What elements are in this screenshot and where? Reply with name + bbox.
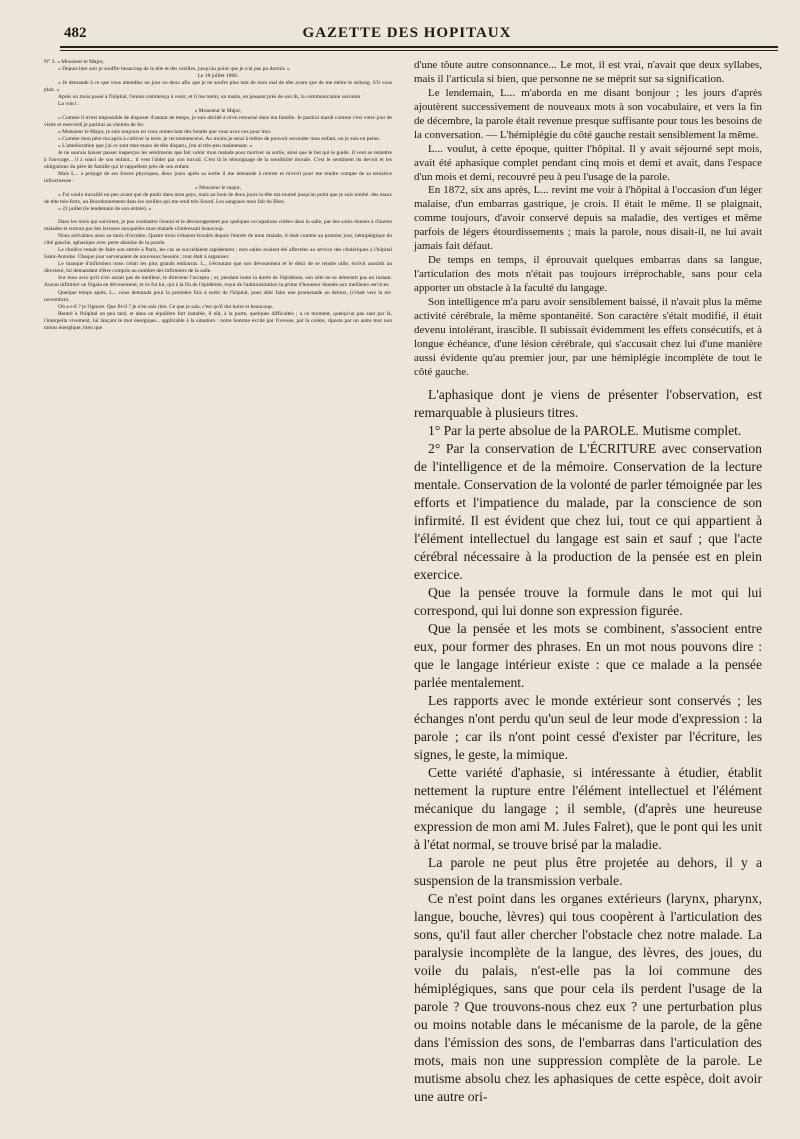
- paragraph: Rentré à l'hôpital un peu tard, et dans un équilibre fort instable, il eût, à la porte, quelques difficultés ; à ce moment, quelqu'un pas sant par là, l'interpella vivement, lui lançant le mot énergique... applicable à la situation : notre homme excité par l'ivresse, par la colère, riposta par un autre mot non moins énergique, bien que: [44, 310, 392, 331]
- paragraph: Les rapports avec le monde extérieur sont conservés ; les échanges n'ont perdu qu'un seul de leur mode d'expression : la parole ; car ils n'ont point cessé d'exister par l'écriture, les signes, le geste, la mimique.: [414, 692, 762, 762]
- paragraph: « Monsieur le Major, je suis toujours en vous remerciant des bontés que vous avez eus pour moi.: [58, 129, 272, 136]
- header-rule-thin: [60, 50, 778, 51]
- paragraph: Le 18 juillet 1866.: [197, 73, 239, 80]
- journal-title: GAZETTE DES HOPITAUX: [302, 25, 512, 41]
- paragraph: « Depuis hier soir je souffre beaucoup de la tête et des oreilles, jusqu'au point que je n'ai pas pu dormir. »: [58, 66, 290, 73]
- paragraph: La parole ne peut plus être projetée au dehors, il y a suspension de la transmission verbale.: [414, 854, 762, 888]
- page-number: 482: [64, 25, 87, 41]
- paragraph: « Monsieur le major,: [194, 185, 242, 192]
- text-columns: [36, 59, 778, 1106]
- paragraph: Cette variété d'aphasie, si intéressante à étudier, établit nettement la rupture entre l'élément intellectuel et l'élément mécanique du langage ; il semble, (d'après une heureuse expression de mon ami M. Jules Falret), que le pont qui les unit à l'état normal, se trouve brisé par la maladie.: [414, 764, 762, 852]
- paragraph: Le choléra venait de faire son entrée à Paris, les cas se succédaient rapidement ; mes salles avaient été affectées au service des cholériques à l'hôpital Saint-Antoine. Chaque jour survenaient de nouveaux besoins ; tout était à organiser.: [44, 247, 392, 261]
- paragraph: Où a-t-il ? je l'ignore. Que fit-il ? je n'en sais rien. Ce que je sais, c'est qu'il dut boire et beaucoup.: [58, 303, 274, 310]
- paragraph: La voici :: [58, 101, 80, 108]
- paragraph: L... voulut, à cette époque, quitter l'hôpital. Il y avait séjourné sept mois, avait été aphasique complet pendant cinq mois et demi et avait, dans l'espace d'un mois et demi, recouvré peu à peu l'usage de la parole.: [414, 142, 762, 183]
- left-column: [44, 59, 392, 1106]
- paragraph: N° 3. « Monsieur le Major,: [44, 59, 104, 65]
- paragraph: « L'amelioration que j'ai ce sont mes maux de tête disparu, j'en ai très-peu maintenant. »: [58, 143, 253, 150]
- right-column: [414, 59, 762, 1106]
- paragraph: Après un mois passé à l'hôpital, l'ennui commença à venir, et il me remit, un matin, en passant près de son lit, la communication suivante :: [58, 94, 364, 101]
- paragraph: Ce n'est point dans les organes extérieurs (larynx, pharynx, langue, bouche, lèvres) qui tous coopèrent à l'articulation des sons, qu'il faut aller chercher l'obstacle chez notre malade. La paralysie incomplète de la langue, des lèvres, des joues, du voile du palais, n'est-elle pas la loi commune des hémiplégiques, sans que pour cela ils perdent l'usage de la parole ? Que trouvons-nous chez eux ? une perturbation plus ou moins notable dans le mécanisme de la parole, de la gêne dans l'émission des sons, de l'embarras dans l'articulation des mots, mais non une suppression complète de la parole. Le mutisme absolu chez les aphasiques de cette espèce, doit avoir une autre ori-: [414, 890, 762, 1104]
- paragraph: « J'ai voulu travaillé un peu avant que de partir dans mon pays, mais au bout de deux jours la tête ma tourné jusqu'au point que je suis tombé. des maux de tête très-forts, un Bourdonnement dans les oreilles qui me rend très Sourd. Les sangsues mon fait du Bien.: [44, 192, 392, 206]
- paragraph: En 1872, six ans après, L... revint me voir à l'hôpital à l'occasion d'un léger malaise, d'un embarras gastrique, je crois. Il était le même. Il se plaignait, comme toujours, d'avoir conservé depuis sa maladie, des vertiges et même parfois de légers étourdissements ; mais la parole, nous disait-il, ne lui avait jamais fait défaut.: [414, 184, 762, 253]
- paragraph: Que la pensée et les mots se combinent, s'associent entre eux, pour former des phrases. En un mot nous pouvons dire : que le langage intérieur existe : que ce malade a la pensée parlée mentalement.: [414, 620, 762, 690]
- paragraph: « Je demande à ce que vous attendiez un jour ou deux afin que je ne soufre plus tant de mon mal de tête avant que de me mètre le seitong. S'il vous plait. »: [44, 80, 392, 94]
- paragraph: Nous arrivâmes ainsi au mois d'octobre. Quatre mois s'étaient écoulés depuis l'entrée de mon malade, il était comme au premier jour, hémiplégique du côté gauche, aphasique avec perte absolue de la parole.: [44, 233, 392, 247]
- paragraph: Dans les mois qui suivirent, je pus combattre l'ennui et le découragement par quelques occupations créées dans la salle, par des soins donnés à d'autres malades et surtout par des lectures auxquelles mon malade s'intéressait beaucoup.: [44, 219, 392, 233]
- paragraph: Sur mon avis qu'il n'en aurait pas de meilleur, le directeur l'accepta ; et, pendant toute la durée de l'épidémie, son zèle ne se démentit pas un instant. Aucun infirmier ne l'égala en dévouement, et ce fut lui, qui à la fin de l'épidémie, reçut de l'administration la prime d'honneur donnée aux meilleurs services.: [44, 275, 392, 289]
- paragraph: Le lendemain, L... m'aborda en me disant bonjour ; les jours d'après ajoutèrent successivement de nouveaux mots à son vocabulaire, et vers la fin de décembre, la parole était revenue presque suffisante pour tous les besoins de la conversation. — L'hémiplégie du côté gauche restait sensiblement la même.: [414, 86, 762, 141]
- paragraph: 2° Par la conservation de L'ÉCRITURE avec conservation de l'intelligence et de la mémoire. Conservation de la lecture mentale. Conservation de la volonté de parler témoignée par les efforts et l'impatience du malade, par la conscience de son infirmité. Il est évident que chez lui, tout ce qui appartient à l'élément intellectuel du langage est sain et sauf ; que l'acte cérébral nécessaire à la production de la pensée est en plein exercice.: [414, 440, 762, 582]
- paragraph: « 22 juillet (le lendemain de son entrée). »: [58, 206, 152, 213]
- paragraph: 1° Par la perte absolue de la PAROLE. Mutisme complet.: [428, 422, 742, 438]
- paragraph: « Comme il m'est impossible de disposer d'autant de temps, je suis décidé à m'en retourné dans ma famille. Je partirai mardi comme c'est votre jour de visite et mercredi je partirai au chemin de fer.: [44, 115, 392, 129]
- paragraph: « Comme mon père ma apris à cultiver la terre, je recommencerai. Au moins je serai à même de pouvoir seconder mon enfant, ou je suis en peine.: [58, 136, 381, 143]
- paragraph: Le manque d'infirmiers nous créait les plus grands embarras. L., n'écoutant que son dévouement et le désir de se rendre utile, écrivit aussitôt au directeur, lui demandant d'être compris au nombre des infirmiers de la salle.: [44, 261, 392, 275]
- paragraph: De temps en temps, il éprouvait quelques embarras dans sa langue, l'articulation des mots n'était pas toujours irréprochable, sans pour cela apporter un obstacle à la faculté du langage.: [414, 254, 762, 294]
- paragraph: Son intelligence m'a paru avoir sensiblement baissé, il n'avait plus la même activité cérébrale, la même spontanéité. Son caractère s'était modifié, il était devenu intolérant, irascible. Il subissait évidemment les effets consécutifs, et à longue échéance, d'une lésion cérébrale, qui s'accusait chez lui d'une manière aussi évidente qu'au premier jour, par une hémiplégie incomplète de tout le côté gauche.: [414, 295, 762, 378]
- paragraph: Quelque temps après, L... nous demanda pour la première fois à sortir de l'hôpital, pour aller faire une promenade au dehors, (c'était vers la mi-novembre).: [44, 289, 392, 303]
- page-header: [36, 22, 778, 44]
- paragraph: Je ne saurais laisser passer inaperçus les sentiments que fait valoir mon malade pour motiver sa sortie, ainsi que le but qui le guide. Il veut se remettre à l'ouvrage... il a souci de son enfant... il veut l'aider par son travail. C'est là le témoignage de la sensibilité morale. C'est le sentiment du devoir et les obligations du père de famille qui le rappellent près de son enfant.: [44, 150, 392, 171]
- paragraph: L'aphasique dont je viens de présenter l'observation, est remarquable à plusieurs titres.: [414, 386, 762, 420]
- paragraph: d'une tôute autre consonnance... Le mot, il est vrai, n'avait que deux syllabes, mais il l'articula si bien, que personne ne se méprit sur sa signification.: [414, 59, 762, 85]
- paragraph: Que la pensée trouve la formule dans le mot qui lui correspond, qui lui donne son expression figurée.: [414, 584, 762, 618]
- paragraph: « Monsieur le Major,: [194, 108, 242, 115]
- paragraph: Mais L... a préjugé de ses forces physiques, deux jours après sa sortie il me demande à rentrer et m'écrit pour me rendre compte de sa tentative infructueuse :: [44, 171, 392, 185]
- header-rule: [60, 46, 778, 48]
